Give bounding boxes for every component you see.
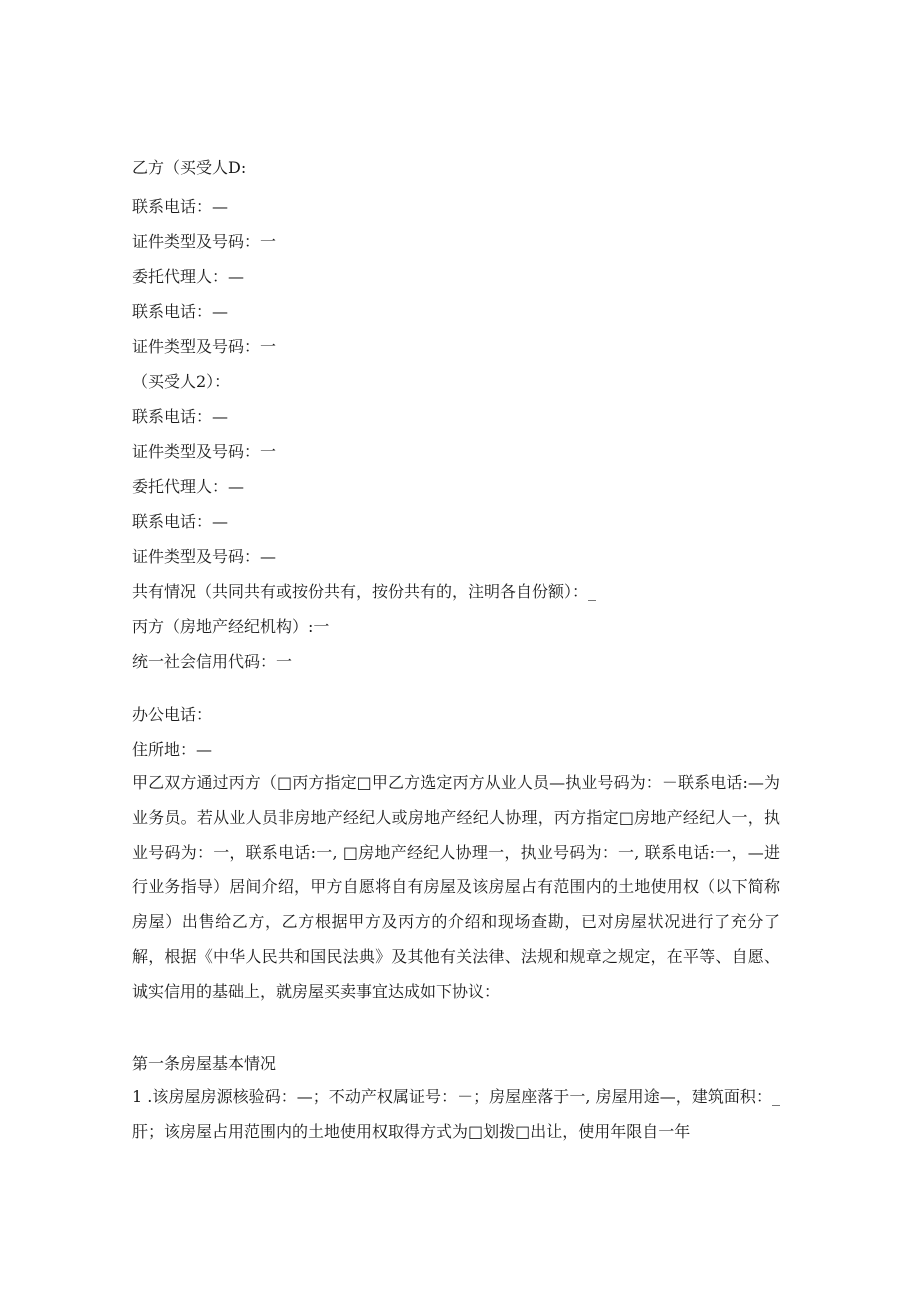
party-c-address: 住所地：— [132,740,213,759]
buyer2-title: （买受人2）： [132,372,231,391]
party-b-id: 证件类型及号码：一 [132,232,277,251]
party-b-agent: 委托代理人：— [132,267,245,286]
party-c-title: 丙方（房地产经纪机构）:一 [132,617,330,636]
buyer2-agent: 委托代理人：— [132,477,245,496]
buyer2-id: 证件类型及号码：一 [132,442,277,461]
article1-heading: 第一条房屋基本情况 [132,1054,277,1073]
party-b-agent-phone: 联系电话：— [132,302,229,321]
party-b-phone: 联系电话：— [132,197,229,216]
intro-paragraph: 甲乙双方通过丙方（□丙方指定□甲乙方选定丙方从业人员—执业号码为：－联系电话:—为业务员。若从业人员非房地产经纪人或房地产经纪人协理，丙方指定□房地产经纪人一，执业号码为：一，联系电话:一, □房地产经纪人协理一，执业号码为：一, 联系电话:一，—进行业务指导）居间介绍，甲方自愿将自有房屋及该房屋占有范围内的土地使用权（以下简称房屋）出售给乙方，乙方根据甲方及丙方的介绍和现场查勘，已对房屋状况进行了充分了解，根据《中华人民共和国民法典》及其他有关法律、法规和规章之规定，在平等、自愿、诚实信用的基础上，就房屋买卖事宜达成如下协议： [132,773,780,1001]
buyer2-phone: 联系电话：— [132,407,229,426]
party-b-title: 乙方（买受人D: [132,158,247,177]
article1-item1: 1 .该房屋房源核验码：—；不动产权属证号：－；房屋座落于一, 房屋用途—，建筑面积：_肝；该房屋占用范围内的土地使用权取得方式为□划拨□出让，使用年限自一年 [132,1087,780,1141]
buyer2-agent-phone: 联系电话：— [132,512,229,531]
buyer2-agent-id: 证件类型及号码：— [132,547,277,566]
party-c-office-phone: 办公电话： [132,705,213,724]
co-ownership: 共有情况（共同共有或按份共有，按份共有的，注明各自份额）：_ [132,582,597,601]
party-b-agent-id: 证件类型及号码：一 [132,337,277,356]
party-c-credit-code: 统一社会信用代码：一 [132,652,293,671]
